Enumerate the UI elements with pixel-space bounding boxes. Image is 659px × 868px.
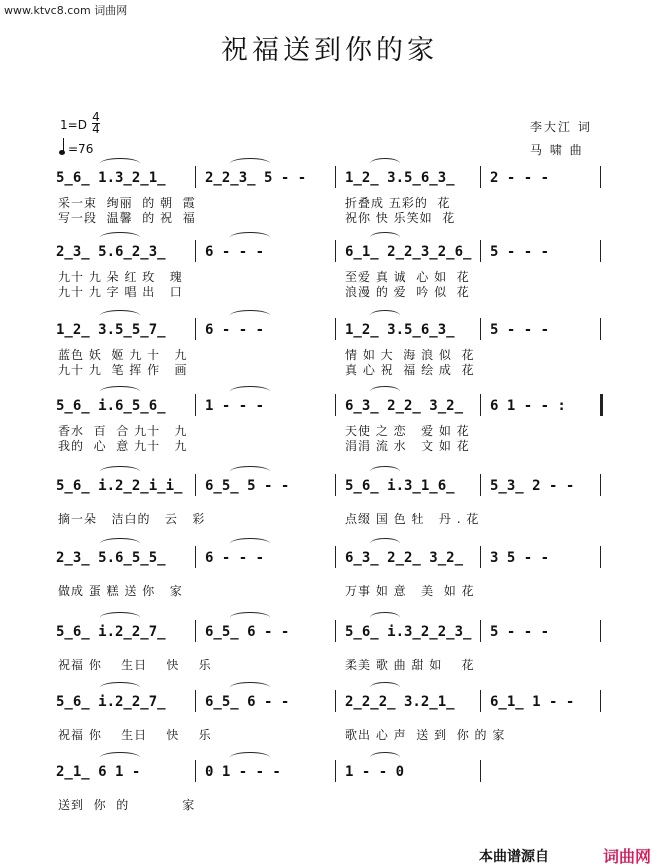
time-top: 4 bbox=[92, 110, 100, 124]
notation-line bbox=[0, 318, 659, 340]
barline bbox=[600, 166, 601, 188]
slur-mark bbox=[230, 158, 270, 169]
slur-mark bbox=[100, 158, 140, 169]
lyric-left: 采一束 绚丽 的 朝 霞 bbox=[58, 196, 196, 210]
slur-mark bbox=[370, 538, 400, 549]
measure: 2̲2̲3̲ 5 - - bbox=[205, 170, 307, 186]
measure: 6̲5̲ 6 - - bbox=[205, 624, 290, 640]
barline bbox=[480, 760, 481, 782]
barline bbox=[195, 690, 196, 712]
slur-mark bbox=[100, 612, 140, 623]
barline bbox=[335, 394, 336, 416]
notation-line bbox=[0, 760, 659, 782]
watermark-bottom: 词曲网 bbox=[602, 847, 651, 866]
score-row bbox=[0, 546, 659, 626]
measure: 6̲1̲ 2̲2̲3̲2̲6̲ bbox=[345, 244, 472, 260]
lyric-left: 祝福 你 生日 快 乐 bbox=[58, 728, 212, 742]
barline bbox=[600, 474, 601, 496]
measure: 2 - - - bbox=[490, 170, 550, 186]
slur-mark bbox=[230, 386, 270, 397]
measure: 5̲6̲ i.2̲2̲7̲ bbox=[56, 694, 166, 710]
lyric-left: 蓝色 妖 姬 九 十 九 bbox=[58, 348, 188, 362]
score-row bbox=[0, 166, 659, 246]
barline bbox=[335, 166, 336, 188]
barline bbox=[335, 240, 336, 262]
slur-mark bbox=[230, 538, 270, 549]
measure: 5̲6̲ i.3̲1̲6̲ bbox=[345, 478, 455, 494]
lyric-right: 折叠成 五彩的 花 bbox=[345, 196, 451, 210]
measure: 2̲3̲ 5.6̲5̲5̲ bbox=[56, 550, 166, 566]
measure: 2̲2̲2̲ 3.2̲1̲ bbox=[345, 694, 455, 710]
lyricist: 李大江 词 bbox=[530, 120, 592, 134]
measure: 5 - - - bbox=[490, 244, 550, 260]
lyric-left: 祝福 你 生日 快 乐 bbox=[58, 658, 212, 672]
barline bbox=[195, 394, 196, 416]
lyric-right: 柔美 歌 曲 甜 如 花 bbox=[345, 658, 475, 672]
lyric-right: 天使 之 恋 爱 如 花 bbox=[345, 424, 470, 438]
lyric-right: 浪漫 的 爱 吟 似 花 bbox=[345, 285, 470, 299]
measure: 5̲3̲ 2 - - bbox=[490, 478, 575, 494]
lyric-right: 真 心 祝 福 绘 成 花 bbox=[345, 363, 475, 377]
measure: 6̲3̲ 2̲2̲ 3̲2̲ bbox=[345, 550, 464, 566]
slur-mark bbox=[230, 466, 270, 477]
time-bottom: 4 bbox=[92, 122, 100, 136]
slur-mark bbox=[370, 612, 400, 623]
score-row bbox=[0, 394, 659, 474]
notation-line bbox=[0, 546, 659, 568]
slur-mark bbox=[370, 752, 400, 763]
notation-line bbox=[0, 240, 659, 262]
measure: 5 - - - bbox=[490, 322, 550, 338]
score-row bbox=[0, 690, 659, 770]
slur-mark bbox=[100, 538, 140, 549]
lyric-right: 祝你 快 乐笑如 花 bbox=[345, 211, 456, 225]
barline bbox=[195, 474, 196, 496]
measure: 5̲6̲ i.3̲2̲2̲3̲ bbox=[345, 624, 472, 640]
measure: 6 - - - bbox=[205, 322, 265, 338]
key-signature: 1=D bbox=[60, 118, 87, 132]
composer: 马 啸 曲 bbox=[530, 143, 584, 157]
measure: 6̲5̲ 5 - - bbox=[205, 478, 290, 494]
measure: 5̲6̲ 1.3̲2̲1̲ bbox=[56, 170, 166, 186]
slur-mark bbox=[230, 682, 270, 693]
lyric-right: 涓涓 流 水 文 如 花 bbox=[345, 439, 470, 453]
measure: 6 - - - bbox=[205, 244, 265, 260]
measure: 1 - - 0 bbox=[345, 764, 405, 780]
measure: 6 - - - bbox=[205, 550, 265, 566]
score-row bbox=[0, 318, 659, 398]
lyric-left: 写一段 温馨 的 祝 福 bbox=[58, 211, 196, 225]
lyric-left: 我的 心 意 九十 九 bbox=[58, 439, 188, 453]
measure: 1̲2̲ 3.5̲6̲3̲ bbox=[345, 322, 455, 338]
barline bbox=[335, 546, 336, 568]
lyric-left: 摘一朵 洁白的 云 彩 bbox=[58, 512, 206, 526]
measure: 3 5 - - bbox=[490, 550, 550, 566]
slur-mark bbox=[230, 612, 270, 623]
measure: 6 1 - - : bbox=[490, 398, 566, 414]
score-row bbox=[0, 474, 659, 554]
slur-mark bbox=[100, 310, 140, 321]
slur-mark bbox=[100, 682, 140, 693]
barline bbox=[195, 318, 196, 340]
watermark-top: www.ktvc8.com 词曲网 bbox=[4, 4, 128, 17]
slur-mark bbox=[370, 232, 400, 243]
barline bbox=[480, 474, 481, 496]
repeat-barline bbox=[600, 394, 603, 416]
slur-mark bbox=[100, 232, 140, 243]
lyric-right: 万事 如 意 美 如 花 bbox=[345, 584, 475, 598]
slur-mark bbox=[230, 310, 270, 321]
source-note: 本曲谱源自 bbox=[479, 849, 549, 865]
slur-mark bbox=[370, 310, 400, 321]
barline bbox=[195, 620, 196, 642]
lyric-right: 歌出 心 声 送 到 你 的 家 bbox=[345, 728, 506, 742]
slur-mark bbox=[230, 232, 270, 243]
lyric-left: 做成 蛋 糕 送 你 家 bbox=[58, 584, 183, 598]
measure: 5̲6̲ i.6̲5̲6̲ bbox=[56, 398, 166, 414]
barline bbox=[195, 166, 196, 188]
lyric-left: 九十 九 朵 红 玫 瑰 bbox=[58, 270, 183, 284]
lyric-left: 九十 九 笔 挥 作 画 bbox=[58, 363, 188, 377]
barline bbox=[600, 240, 601, 262]
slur-mark bbox=[230, 752, 270, 763]
barline bbox=[480, 394, 481, 416]
barline bbox=[335, 690, 336, 712]
barline bbox=[480, 620, 481, 642]
barline bbox=[195, 240, 196, 262]
barline bbox=[480, 690, 481, 712]
measure: 5̲6̲ i.2̲2̲i̲i̲ bbox=[56, 478, 183, 494]
measure: 6̲5̲ 6 - - bbox=[205, 694, 290, 710]
notation-line bbox=[0, 620, 659, 642]
lyric-left: 香水 百 合 九十 九 bbox=[58, 424, 188, 438]
slur-mark bbox=[100, 752, 140, 763]
notation-line bbox=[0, 394, 659, 416]
notation-line bbox=[0, 690, 659, 712]
measure: 6̲1̲ 1 - - bbox=[490, 694, 575, 710]
measure: 5 - - - bbox=[490, 624, 550, 640]
slur-mark bbox=[370, 682, 400, 693]
lyric-right: 点缀 国 色 牡 丹 . 花 bbox=[345, 512, 480, 526]
slur-mark bbox=[100, 386, 140, 397]
score-row bbox=[0, 620, 659, 700]
measure: 0 1 - - - bbox=[205, 764, 281, 780]
measure: 2̲1̲ 6 1 - bbox=[56, 764, 141, 780]
barline bbox=[195, 546, 196, 568]
barline bbox=[600, 620, 601, 642]
lyric-left: 九十 九 字 唱 出 口 bbox=[58, 285, 183, 299]
barline bbox=[600, 318, 601, 340]
score-row bbox=[0, 760, 659, 840]
measure: 5̲6̲ i.2̲2̲7̲ bbox=[56, 624, 166, 640]
quarter-note-icon bbox=[59, 138, 65, 156]
notation-line bbox=[0, 474, 659, 496]
barline bbox=[335, 474, 336, 496]
slur-mark bbox=[370, 386, 400, 397]
time-signature bbox=[92, 112, 100, 135]
slur-mark bbox=[370, 466, 400, 477]
barline bbox=[480, 166, 481, 188]
measure: 1̲2̲ 3.5̲5̲7̲ bbox=[56, 322, 166, 338]
barline bbox=[600, 546, 601, 568]
barline bbox=[480, 318, 481, 340]
barline bbox=[600, 690, 601, 712]
notation-line bbox=[0, 166, 659, 188]
measure: 2̲3̲ 5.6̲2̲3̲ bbox=[56, 244, 166, 260]
barline bbox=[335, 318, 336, 340]
slur-mark bbox=[370, 158, 400, 169]
slur-mark bbox=[100, 466, 140, 477]
barline bbox=[335, 620, 336, 642]
lyric-left: 送到 你 的 家 bbox=[58, 798, 196, 812]
lyric-right: 至爱 真 诚 心 如 花 bbox=[345, 270, 470, 284]
lyric-right: 情 如 大 海 浪 似 花 bbox=[345, 348, 475, 362]
barline bbox=[480, 240, 481, 262]
measure: 1 - - - bbox=[205, 398, 265, 414]
measure: 1̲2̲ 3.5̲6̲3̲ bbox=[345, 170, 455, 186]
barline bbox=[480, 546, 481, 568]
barline bbox=[195, 760, 196, 782]
measure: 6̲3̲ 2̲2̲ 3̲2̲ bbox=[345, 398, 464, 414]
score-row bbox=[0, 240, 659, 320]
tempo-mark: =76 bbox=[68, 142, 94, 156]
barline bbox=[335, 760, 336, 782]
song-title: 祝福送到你的家 bbox=[221, 35, 438, 66]
